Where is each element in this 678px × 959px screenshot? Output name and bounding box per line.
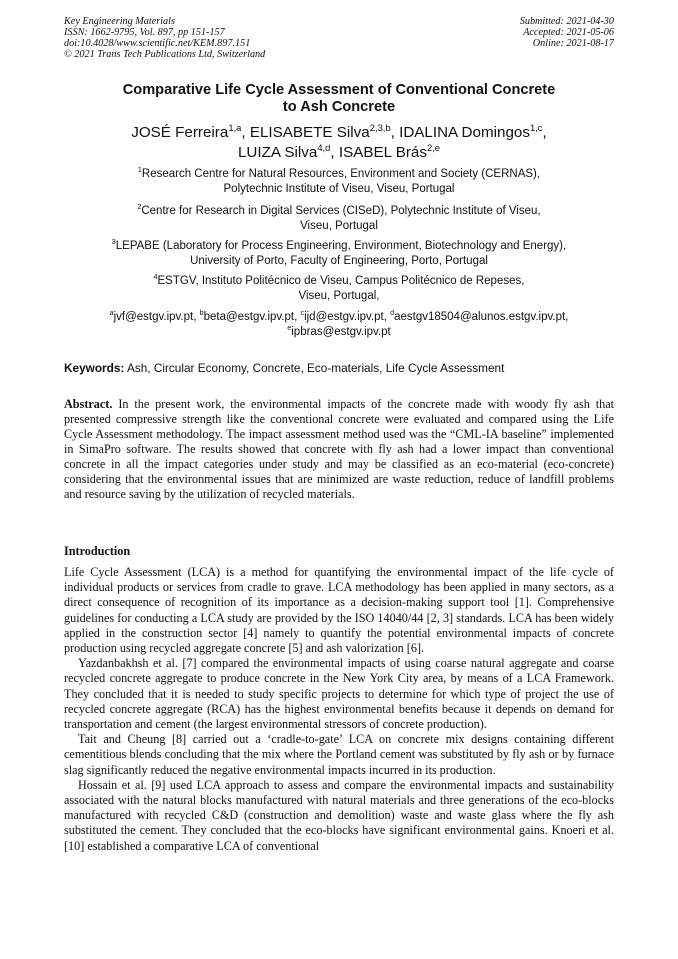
author-name: ISABEL Brás: [338, 144, 427, 161]
journal-header: [64, 16, 265, 60]
affiliation-1: [64, 167, 614, 197]
affiliation-3: [64, 239, 614, 269]
email-link[interactable]: ijd@estgv.ipv.pt: [304, 311, 384, 323]
introduction-body: [64, 565, 614, 854]
email-link[interactable]: jvf@estgv.ipv.pt: [113, 311, 194, 323]
email-link[interactable]: beta@estgv.ipv.pt: [203, 311, 295, 323]
abstract-text: In the present work, the environmental impacts of the concrete made with woody fly ash that presented compressive strength like the conventional concrete were evaluated and compared using the Life Cycle Assessment methodology. The impact assessment method used was the “CML-IA baseline” implemented in SimaPro software. The results showed that concrete with fly ash had a lower impact than conventional concrete in all the impact categories under study and may be classified as an eco-material (eco-concrete) considering that the environmental issues that are minimized are waste reduction, reduce of landfill problems and resource saving by the utilization of recycled materials.: [64, 397, 614, 501]
affiliation-text: Centre for Research in Digital Services (CISeD), Polytechnic Institute of Viseu,: [141, 205, 541, 217]
paper-title: [64, 82, 614, 116]
affiliation-number: 2: [137, 203, 142, 212]
abstract: [64, 397, 614, 502]
abstract-label: Abstract.: [64, 397, 113, 411]
author-list: JOSÉ Ferreira$^{1,a}$, ELISABETE Silva$^{2,3,b}$, IDALINA Domingos$^{1,c}$, LUIZA Silva$^{4,d}$, ISABEL Brás$^{2,e}$: [131, 121, 547, 161]
section-heading-introduction: Introduction: [64, 544, 131, 558]
dates-header: [520, 16, 614, 49]
author-affil-sup: 1,a: [228, 121, 242, 133]
submitted-date: Submitted: 2021-04-30: [519, 16, 614, 27]
author-name: JOSÉ Ferreira: [131, 124, 229, 141]
email-sup: c: [300, 309, 305, 318]
doi-line: doi:10.4028/www.scientific.net/KEM.897.151: [64, 38, 251, 49]
affiliation-text: Viseu, Portugal: [300, 220, 378, 232]
author-name: LUIZA Silva: [237, 144, 318, 161]
author-affil-sup: 2,e: [426, 141, 441, 153]
affiliation-text: LEPABE (Laboratory for Process Engineering, Environment, Biotechnology and Energy),: [115, 240, 567, 252]
affiliation-text: Research Centre for Natural Resources, Environment and Society (CERNAS),: [141, 168, 541, 180]
affiliation-number: 4: [153, 273, 158, 282]
author-affil-sup: 1,c: [529, 121, 543, 133]
journal-name: Key Engineering Materials: [64, 16, 175, 27]
author-affil-sup: 2,3,b: [369, 121, 391, 133]
affiliation-2: [64, 204, 614, 234]
affiliation-number: 1: [137, 166, 142, 175]
email-link[interactable]: aestgv18504@alunos.estgv.ipv.pt: [394, 311, 566, 323]
issn-line: ISSN: 1662-9795, Vol. 897, pp 151-157: [64, 27, 225, 38]
affiliation-number: 3: [111, 238, 116, 247]
affiliation-4: [64, 274, 614, 304]
keywords-text: Ash, Circular Economy, Concrete, Eco-materials, Life Cycle Assessment: [126, 361, 505, 375]
paragraph: Tait and Cheung [8] carried out a ‘cradle-to-gate’ LCA on concrete mix designs containing different cementitious blends concluding that the mix where the Portland cement was substituted by fly ash or by furnace slag significantly reduced the negative environmental impacts incurred in its production.: [64, 732, 614, 777]
paragraph: Hossain et al. [9] used LCA approach to assess and compare the environmental impacts and sustainability associated with the natural blocks manufactured with natural materials and three generations of the eco-blocks manufactured with recycled C&D (construction and demolition) waste and waste glass where the fly ash substituted the cement. They concluded that the eco-blocks have significant environmental gains. Knoeri et al. [10] established a comparative LCA of conventional: [64, 777, 614, 853]
email-link[interactable]: ipbras@estgv.ipv.pt: [291, 326, 391, 338]
accepted-date: Accepted: 2021-05-06: [523, 27, 614, 38]
affiliation-text: University of Porto, Faculty of Engineering, Porto, Portugal: [190, 255, 488, 267]
email-sup: b: [199, 309, 204, 318]
affiliation-text: ESTGV, Instituto Politécnico de Viseu, Campus Politécnico de Repeses,: [157, 275, 525, 287]
author-name: IDALINA Domingos: [399, 124, 530, 141]
title-line-2: to Ash Concrete: [282, 99, 396, 115]
affiliation-text: Viseu, Portugal,: [298, 290, 380, 302]
keywords: [64, 361, 616, 376]
title-line-1: Comparative Life Cycle Assessment of Conventional Concrete: [122, 82, 556, 98]
email-list: $^a$jvf@estgv.ipv.pt, $^b$beta@estgv.ipv.pt, $^c$ijd@estgv.ipv.pt, $^d$aestgv18504@alunos.estgv.ipv.pt, $^e$ipbras@estgv.ipv.pt: [109, 309, 569, 338]
copyright-line: © 2021 Trans Tech Publications Ltd, Switzerland: [64, 49, 266, 60]
keywords-label: Keywords:: [64, 361, 125, 375]
paragraph: Life Cycle Assessment (LCA) is a method for quantifying the environmental impact of the life cycle of individual products or services from cradle to grave. LCA methodology has been applied in many sectors, as a direct consequence of recognition of its importance as a decision-making support tool [1]. Comprehensive guidelines for conducting a LCA study are provided by the ISO 14040/44 [2, 3] standards. LCA has been widely applied in the construction sector [4] namely to quantify the potential environmental impacts of concrete production using recycled aggregate concrete [5] and ash valorization [6].: [64, 565, 614, 656]
email-sup: d: [390, 309, 395, 318]
email-sup: a: [109, 309, 114, 318]
affiliation-text: Polytechnic Institute of Viseu, Viseu, Portugal: [223, 183, 455, 195]
paragraph: Yazdanbakhsh et al. [7] compared the environmental impacts of using coarse natural aggregate and coarse recycled concrete aggregate to produce concrete in the New York City area, by means of a LCA Framework. They concluded that it is needed to study specific projects to determine for which type of project the use of recycled concrete aggregate (RCA) has the highest environmental benefits because it depends on demand for transportation and cement (the largest environmental stressors of concrete production).: [64, 656, 614, 732]
author-name: ELISABETE Silva: [249, 124, 370, 141]
author-affil-sup: 4,d: [317, 141, 331, 153]
online-date: Online: 2021-08-17: [532, 38, 614, 49]
email-sup: e: [287, 324, 292, 333]
